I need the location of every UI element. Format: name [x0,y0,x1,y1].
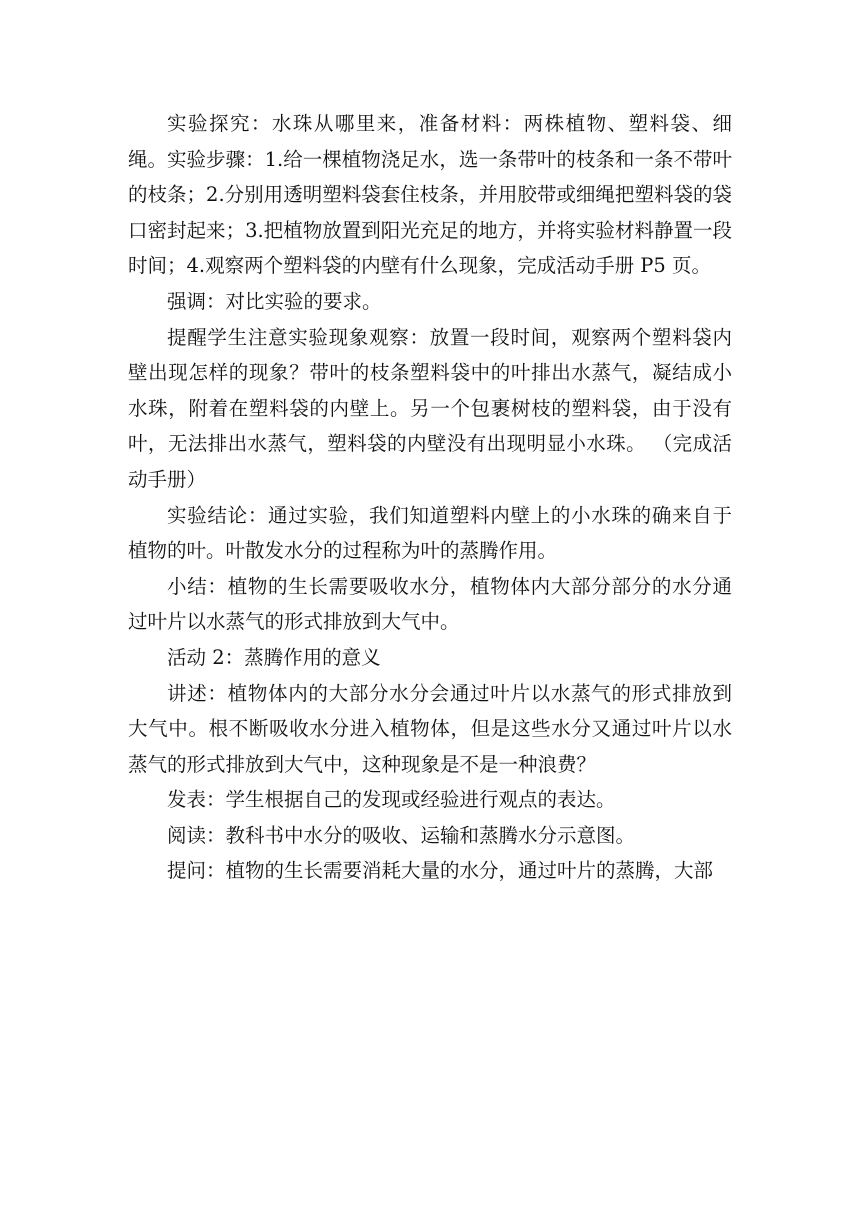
paragraph-experiment-conclusion: 实验结论：通过实验，我们知道塑料内壁上的小水珠的确来自于植物的叶。叶散发水分的过程称为叶的蒸腾作用。 [128,503,732,563]
paragraph-question: 提问：植物的生长需要消耗大量的水分，通过叶片的蒸腾，大部 [167,859,714,883]
paragraph-narration: 讲述：植物体内的大部分水分会通过叶片以水蒸气的形式排放到大气中。根不断吸收水分进入植物体，但是这些水分又通过叶片以水蒸气的形式排放到大气中，这种现象是不是一种浪费？ [128,681,732,776]
document-body [128,106,732,889]
paragraph-activity-2-heading: 活动 2：蒸腾作用的意义 [167,645,381,669]
paragraph-experiment-inquiry: 实验探究：水珠从哪里来，准备材料：两株植物、塑料袋、细绳。实验步骤：1.给一棵植物浇足水，选一条带叶的枝条和一条不带叶的枝条；2.分别用透明塑料袋套住枝条，并用胶带或细绳把塑料袋的袋口密封起来；3.把植物放置到阳光充足的地方，并将实验材料静置一段时间；4.观察两个塑料袋的内壁有什么现象，完成活动手册 P5 页。 [128,112,732,278]
paragraph-expression: 发表：学生根据自己的发现或经验进行观点的表达。 [167,788,616,812]
paragraph-emphasis: 强调：对比实验的要求。 [167,289,382,313]
paragraph-reading: 阅读：教科书中水分的吸收、运输和蒸腾水分示意图。 [167,823,636,847]
paragraph-summary: 小结：植物的生长需要吸收水分，植物体内大部分部分的水分通过叶片以水蒸气的形式排放到大气中。 [128,574,732,634]
paragraph-observation-reminder: 提醒学生注意实验现象观察：放置一段时间，观察两个塑料袋内壁出现怎样的现象？带叶的枝条塑料袋中的叶排出水蒸气，凝结成小水珠，附着在塑料袋的内壁上。另一个包裹树枝的塑料袋，由于没有叶，无法排出水蒸气，塑料袋的内壁没有出现明显小水珠。 （完成活动手册） [128,325,732,491]
